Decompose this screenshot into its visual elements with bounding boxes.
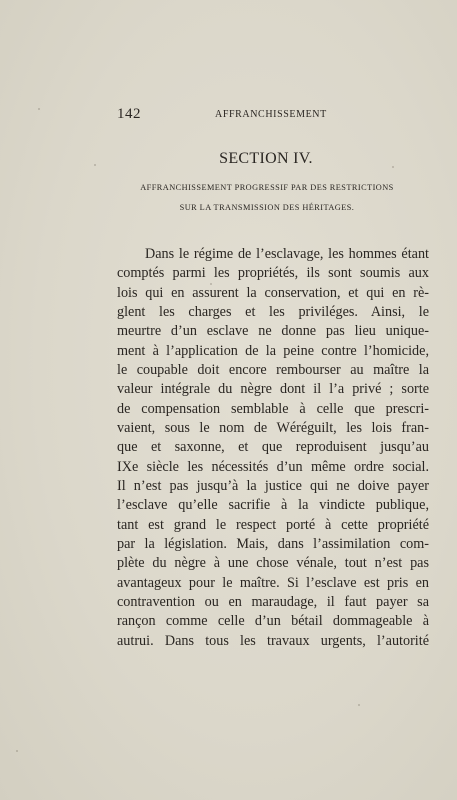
body-line: que et saxonne, et que reproduisent jusqu’au: [117, 439, 429, 456]
paper-speck: [38, 108, 40, 110]
body-line: tant est grand le respect porté à cette propriété: [117, 516, 429, 533]
body-line: rançon comme celle d’un bétail dommageable à: [117, 613, 429, 630]
paper-speck: [94, 164, 96, 166]
body-line: valeur intégrale du nègre dont il l’a privé ; sorte: [117, 381, 429, 398]
body-line: par la législation. Mais, dans l’assimilation com-: [117, 535, 429, 552]
body-line: autrui. Dans tous les travaux urgents, l’autorité: [117, 632, 429, 649]
body-line: contravention ou en maraudage, il faut payer sa: [117, 593, 429, 610]
section-subtitle-line-2: SUR LA TRANSMISSION DES HÉRITAGES.: [179, 203, 355, 212]
paper-speck: [210, 283, 212, 285]
section-title: SECTION IV.: [219, 150, 313, 167]
paper-speck: [392, 166, 394, 168]
body-line: IXe siècle les nécessités d’un même ordre social.: [117, 458, 429, 475]
body-line: l’esclave qu’elle sacrifie à la vindicte publique,: [117, 497, 429, 514]
body-line: glent les charges et les priviléges. Ainsi, le: [117, 303, 429, 320]
body-line: avantageux pour le maître. Si l’esclave est pris en: [117, 574, 429, 591]
section-subtitle-line-1: AFFRANCHISSEMENT PROGRESSIF PAR DES RESTRICTIONS: [140, 183, 394, 192]
body-line: vaient, sous le nom de Wéréguilt, les lois fran-: [117, 419, 429, 436]
body-line: de compensation semblable à celle que prescri-: [117, 400, 429, 417]
page-header: [117, 106, 417, 122]
body-line: Dans le régime de l’esclavage, les hommes étant: [145, 246, 429, 262]
paper-speck: [16, 750, 18, 752]
body-line: lois qui en assurent la conservation, et qui en rè-: [117, 284, 429, 301]
page-number: 142: [117, 106, 141, 122]
body-paragraph: [117, 245, 429, 651]
body-line: comptés parmi les propriétés, ils sont soumis aux: [117, 265, 429, 282]
body-line: plète du nègre à une chose vénale, tout n’est pas: [117, 555, 429, 572]
body-line: le coupable doit encore rembourser au maître la: [117, 361, 429, 378]
running-head: AFFRANCHISSEMENT: [215, 109, 327, 120]
body-line: ment à l’application de la peine contre l’homicide,: [117, 342, 429, 359]
paper-speck: [358, 704, 360, 706]
body-line: Il n’est pas jusqu’à la justice qui ne doive payer: [117, 477, 429, 494]
body-line: meurtre d’un esclave ne donne pas lieu unique-: [117, 323, 429, 340]
